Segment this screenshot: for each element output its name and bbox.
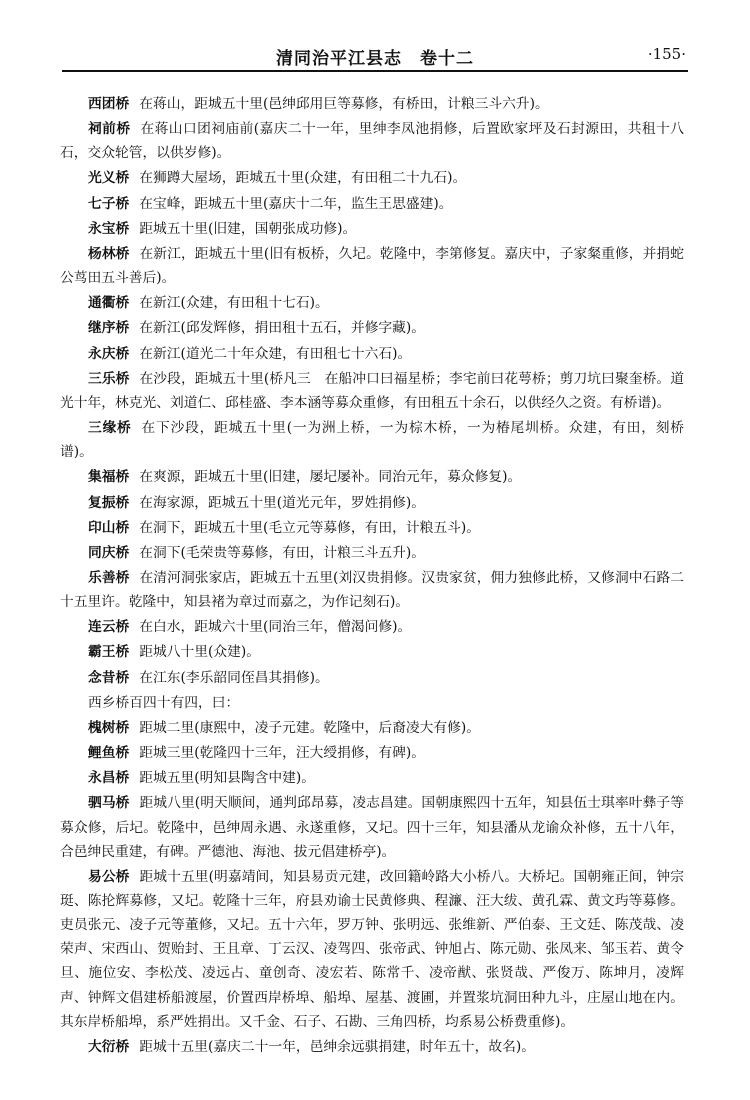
bridge-name: 复振桥	[88, 494, 130, 511]
bridge-entry	[60, 766, 684, 790]
bridge-description: 在洞下，距城五十里(毛立元等募修，有田，计粮五斗)。	[139, 519, 480, 536]
bridge-description: 在蒋山口团祠庙前(嘉庆二十一年，里绅李凤池捐修，后置欧家坪及石封源田，共租十八石，交众轮管，以供岁修)。	[60, 121, 684, 162]
bridge-entry	[60, 217, 684, 241]
bridge-description: 距城五十里(旧建，国朝张成功修)。	[139, 220, 357, 237]
bridge-description: 在沙段，距城五十里(桥凡三 在船冲口曰福星桥；李宅前曰花萼桥；剪刀坑曰聚奎桥。道光十年，林克光、刘道仁、邱桂盛、李本涵等募众重修，有田租五十余石，以供经久之资。有桥谱)。	[60, 370, 684, 411]
bridge-description: 距城二里(康熙中，凌子元建。乾隆中，后裔凌大有修)。	[139, 719, 480, 736]
bridge-description: 在海家源，距城五十里(道光元年，罗姓捐修)。	[139, 494, 425, 511]
bridge-description: 在洞下(毛荣贵等募修，有田，计粮三斗五升)。	[139, 544, 425, 561]
bridge-name: 三缘桥	[88, 420, 132, 437]
bridge-description: 在宝峰，距城五十里(嘉庆十二年，监生王思盛建)。	[139, 195, 453, 212]
bridge-description: 在新江，距城五十里(旧有板桥，久圮。乾隆中，李第修复。嘉庆中，子家粲重修，并捐蛇公茑田五斗善后)。	[60, 245, 684, 287]
bridge-description: 在爽源，距城五十里(旧建，屡圮屡补。同治元年，募众修复)。	[139, 469, 522, 486]
bridge-entry	[60, 865, 684, 1034]
bridge-entry	[60, 491, 684, 515]
bridge-name: 鲤鱼桥	[88, 745, 130, 762]
bridge-name: 易公桥	[88, 868, 130, 885]
bridge-name: 霸王桥	[88, 644, 130, 661]
bridge-name: 西团桥	[88, 96, 130, 112]
bridge-description: 在新江(道光二十年众建，有田租七十六石)。	[139, 345, 412, 362]
bridge-description: 在下沙段，距城五十里(一为洲上桥，一为棕木桥，一为椿尾圳桥。众建，有田，刻桥谱)。	[60, 420, 684, 461]
bridge-name: 乐善桥	[88, 569, 130, 586]
bridge-entry	[60, 242, 684, 290]
bridge-entry	[60, 516, 684, 540]
bridge-name: 通衢桥	[88, 295, 130, 312]
bridge-entry	[60, 316, 684, 340]
text-body	[60, 92, 684, 1060]
bridge-entry	[60, 342, 684, 366]
bridge-entry	[60, 1035, 684, 1059]
bridge-name: 三乐桥	[88, 370, 130, 387]
page-header	[62, 40, 688, 72]
bridge-name: 祠前桥	[88, 121, 131, 138]
bridge-description: 在新江(邱发辉修，捐田租十五石，并修字藏)。	[139, 320, 425, 337]
bridge-description: 距城三里(乾隆四十三年，汪大绶捐修，有碑)。	[139, 745, 425, 762]
bridge-name: 永宝桥	[88, 220, 130, 237]
bridge-name: 念昔桥	[88, 669, 130, 686]
bridge-name: 同庆桥	[88, 544, 130, 561]
bridge-entry	[60, 465, 684, 489]
bridge-name: 继序桥	[88, 320, 130, 337]
bridge-entry	[60, 367, 684, 415]
section-intro-text: 西乡桥百四十有四，曰：	[88, 694, 240, 711]
bridge-name: 印山桥	[88, 519, 130, 536]
bridge-entry	[60, 92, 684, 116]
bridge-entry	[60, 716, 684, 740]
bridge-entry	[60, 566, 684, 614]
bridge-name: 槐树桥	[88, 719, 130, 736]
bridge-name: 驷马桥	[88, 795, 130, 812]
bridge-description: 在蒋山，距城五十里(邑绅邱用巨等募修，有桥田，计粮三斗六升)。	[139, 96, 549, 112]
bridge-name: 永庆桥	[88, 345, 130, 362]
section-intro	[60, 691, 684, 715]
bridge-description: 在白水，距城六十里(同治三年，僧渴问修)。	[139, 619, 412, 636]
bridge-description: 在江东(李乐韶同侄昌其捐修)。	[139, 669, 329, 686]
bridge-description: 距城十五里(明嘉靖间，知县易贡元建，改回籍岭路大小桥八。大桥圮。国朝雍正间，钟宗珽、陈抡辉募修，又圮。乾隆十三年，府县劝谕士民黄修典、程濂、汪大绂、黄孔霖、黄文玙等募修。吏员张元、凌子元等董修，又圮。五十六年，罗万钟、张明远、张维新、严伯泰、王文廷、陈茂哉、凌荣声、宋西山、贺贻封、王且章、丁云汉、凌驾四、张帝武、钟旭占、陈元勋、张凤来、邹玉若、黄令旦、施位安、李松茂、凌远占、童创奇、凌宏若、陈常千、凌帝猷、张贤哉、严俊万、陈坤月，凌辉声、钟辉文倡建桥船渡屋，价置西岸桥埠、船埠、屋基、渡圃，并置浆坑洞田种九斗，庄屋山地在内。其东岸桥船埠，系严姓捐出。又千金、石子、石勘、三角四桥，均系易公桥费重修)。	[60, 868, 684, 1030]
bridge-entry	[60, 666, 684, 690]
bridge-description: 距城十五里(嘉庆二十一年，邑绅余远骐捐建，时年五十，故名)。	[139, 1038, 535, 1055]
bridge-entry	[60, 416, 684, 464]
bridge-entry	[60, 192, 684, 216]
bridge-name: 杨林桥	[88, 245, 130, 262]
bridge-description: 距城八十里(众建)。	[139, 644, 260, 661]
bridge-entry	[60, 541, 684, 565]
page-number: ·155·	[647, 45, 686, 63]
bridge-entry	[60, 640, 684, 664]
bridge-entry	[60, 291, 684, 315]
bridge-description: 距城八里(明天顺间，通判邱昂募，凌志昌建。国朝康熙四十五年，知县伍士琪率叶彝子等募众修，后圮。乾隆中，邑绅周永遇、永遂重修，又圮。四十三年，知县潘从龙谕众补修，五十八年，合邑绅民重建，有碑。严德池、海池、拔元倡建桥亭)。	[60, 795, 684, 860]
bridge-name: 大衍桥	[88, 1038, 130, 1055]
bridge-description: 在新江(众建，有田租十七石)。	[139, 295, 329, 312]
bridge-description: 距城五里(明知县陶含中建)。	[139, 770, 315, 787]
bridge-name: 光义桥	[88, 170, 130, 187]
bridge-name: 连云桥	[88, 619, 130, 636]
bridge-name: 七子桥	[88, 195, 130, 212]
bridge-entry	[60, 615, 684, 639]
bridge-entry	[60, 166, 684, 190]
bridge-entry	[60, 117, 684, 165]
bridge-name: 永昌桥	[88, 770, 130, 787]
running-title: 清同治平江县志 卷十二	[276, 49, 474, 69]
bridge-description: 在清河洞张家店，距城五十五里(刘汉贵捐修。汉贵家贫，佣力独修此桥，又修洞中石路二十五里许。乾隆中，知县褚为章过而嘉之，为作记刻石)。	[60, 569, 684, 611]
bridge-entry	[60, 791, 684, 863]
bridge-description: 在狮蹲大屋场，距城五十里(众建，有田租二十九石)。	[139, 170, 467, 187]
bridge-name: 集福桥	[88, 469, 130, 486]
bridge-entry	[60, 741, 684, 765]
